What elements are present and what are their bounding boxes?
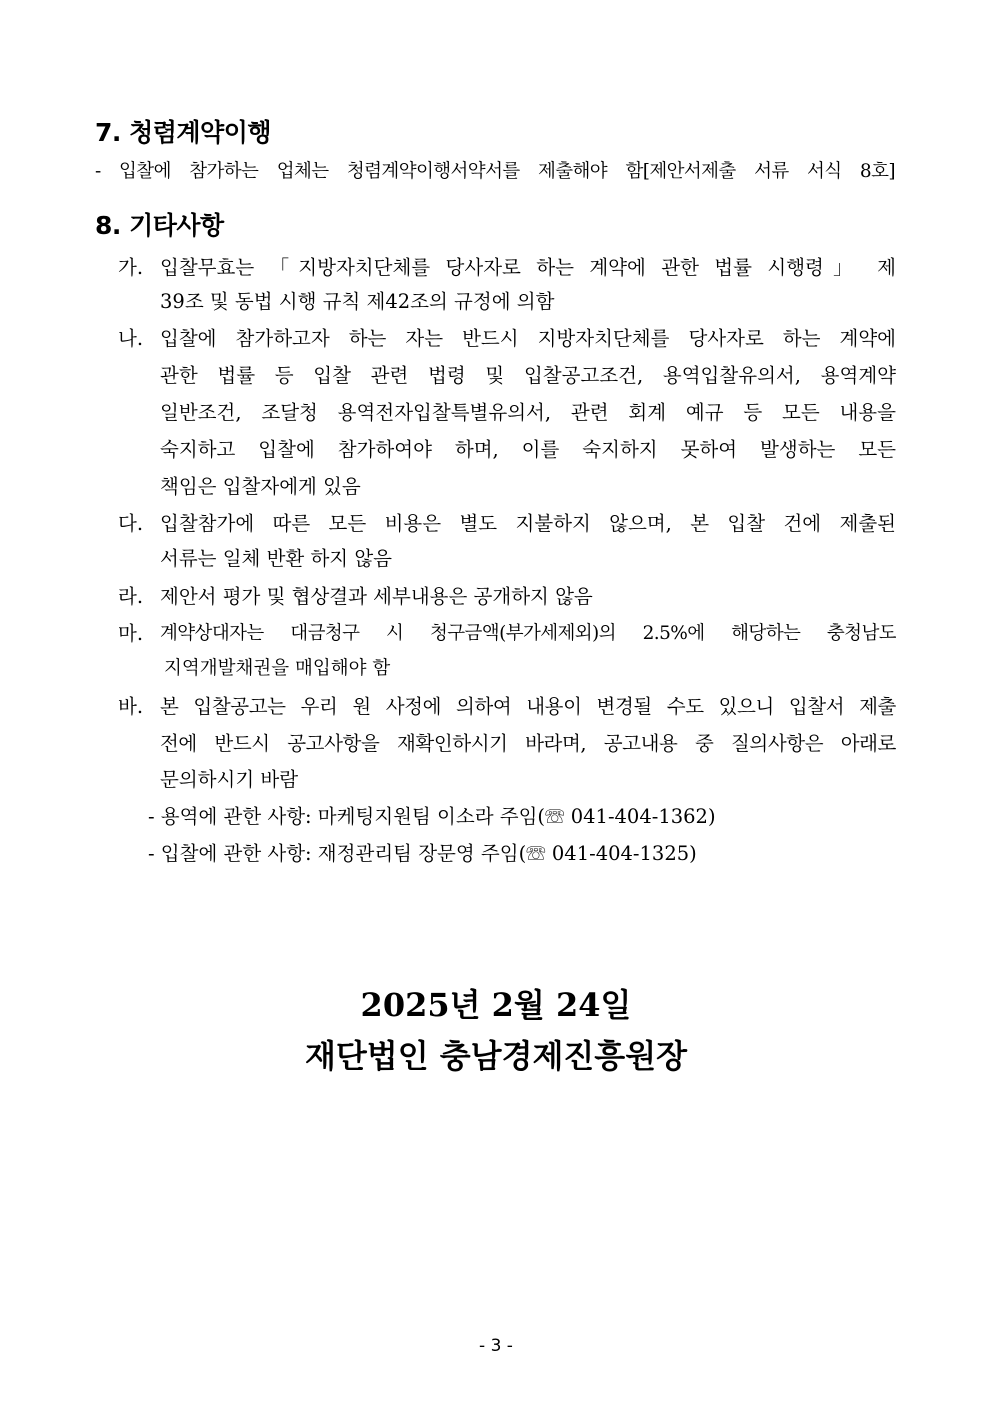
- item-na-line-5: 책임은 입찰자에게 있음: [160, 475, 361, 498]
- contact-bidding: - 입찰에 관한 사항: 재정관리팀 장문영 주임(☏ 041-404-1325): [148, 842, 697, 865]
- section-8-heading: 8. 기타사항: [95, 211, 224, 240]
- item-na-line-1: 입찰에 참가하고자 하는 자는 반드시 지방자치단체를 당사자로 하는 계약에: [160, 327, 896, 350]
- item-ga-line-1: 입찰무효는 「지방자치단체를 당사자로 하는 계약에 관한 법률 시행령」 제: [160, 256, 896, 279]
- item-ma-line-2: 지역개발채권을 매입해야 함: [164, 658, 391, 679]
- page-number: - 3 -: [479, 1336, 513, 1356]
- notice-date: 2025년 2월 24일: [360, 986, 632, 1024]
- contact-service: - 용역에 관한 사항: 마케팅지원팀 이소라 주임(☏ 041-404-1362): [148, 805, 716, 828]
- issuing-organization: 재단법인 충남경제진흥원장: [304, 1037, 688, 1075]
- item-marker-da: 다.: [118, 512, 144, 535]
- section-7-text: - 입찰에 참가하는 업체는 청렴계약이행서약서를 제출해야 함[제안서제출 서류 서식 8호]: [95, 161, 895, 182]
- item-marker-na: 나.: [118, 327, 144, 350]
- item-marker-ma: 마.: [118, 622, 144, 645]
- item-da-line-1: 입찰참가에 따른 모든 비용은 별도 지불하지 않으며, 본 입찰 건에 제출된: [160, 512, 896, 535]
- item-ba-line-1: 본 입찰공고는 우리 원 사정에 의하여 내용이 변경될 수도 있으니 입찰서 제출: [160, 695, 896, 718]
- item-marker-ga: 가.: [118, 256, 144, 279]
- item-ba-line-2: 전에 반드시 공고사항을 재확인하시기 바라며, 공고내용 중 질의사항은 아래로: [160, 732, 896, 755]
- item-ga-line-2: 39조 및 동법 시행 규칙 제42조의 규정에 의함: [160, 290, 555, 313]
- item-ba-line-3: 문의하시기 바람: [160, 768, 299, 791]
- item-ma-line-1: 계약상대자는 대금청구 시 청구금액(부가세제외)의 2.5%에 해당하는 충청남도: [160, 623, 896, 644]
- item-marker-ra: 라.: [118, 585, 144, 608]
- item-marker-ba: 바.: [118, 695, 144, 718]
- item-na-line-2: 관한 법률 등 입찰 관련 법령 및 입찰공고조건, 용역입찰유의서, 용역계약: [160, 364, 896, 387]
- item-da-line-2: 서류는 일체 반환 하지 않음: [160, 547, 393, 570]
- item-na-line-4: 숙지하고 입찰에 참가하여야 하며, 이를 숙지하지 못하여 발생하는 모든: [160, 438, 896, 461]
- item-na-line-3: 일반조건, 조달청 용역전자입찰특별유의서, 관련 회계 예규 등 모든 내용을: [160, 401, 896, 424]
- item-ra-line-1: 제안서 평가 및 협상결과 세부내용은 공개하지 않음: [160, 585, 593, 608]
- section-7-heading: 7. 청렴계약이행: [95, 118, 271, 147]
